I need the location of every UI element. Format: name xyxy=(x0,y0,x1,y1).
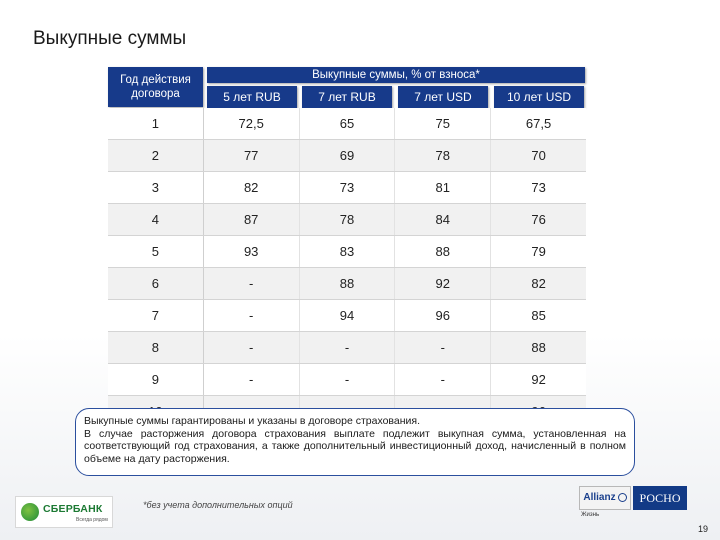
table-cell: - xyxy=(395,364,491,396)
column-header-10y-usd: 10 лет USD xyxy=(494,86,584,108)
year-column-header: Год действия договора xyxy=(108,67,203,107)
surrender-values-group-header: Выкупные суммы, % от взноса* xyxy=(207,67,585,83)
table-cell: - xyxy=(203,332,299,364)
table-cell: - xyxy=(203,300,299,332)
year-cell: 4 xyxy=(108,204,203,236)
table-cell: 79 xyxy=(491,236,586,268)
allianz-logo xyxy=(579,486,631,510)
column-header-7y-usd: 7 лет USD xyxy=(398,86,488,108)
table-cell: 73 xyxy=(491,172,586,204)
table-cell: 92 xyxy=(491,364,586,396)
year-cell: 5 xyxy=(108,236,203,268)
table-cell: 87 xyxy=(203,204,299,236)
column-header-5y-rub: 5 лет RUB xyxy=(207,86,297,108)
note-line-guaranteed: Выкупные суммы гарантированы и указаны в договоре страхования. xyxy=(84,415,420,427)
table-cell: 88 xyxy=(395,236,491,268)
table-cell: 96 xyxy=(395,300,491,332)
table-cell: - xyxy=(203,268,299,300)
table-cell: 82 xyxy=(491,268,586,300)
table-row xyxy=(108,332,586,364)
sberbank-slogan: Всегда рядом xyxy=(76,517,108,523)
table-cell: 92 xyxy=(395,268,491,300)
table-cell: 78 xyxy=(395,140,491,172)
table-cell: 88 xyxy=(299,268,395,300)
table-cell: 93 xyxy=(203,236,299,268)
table-cell: 94 xyxy=(299,300,395,332)
table-row xyxy=(108,236,586,268)
table-cell: 78 xyxy=(299,204,395,236)
table-row xyxy=(108,108,586,140)
table-cell: 72,5 xyxy=(203,108,299,140)
footnote: *без учета дополнительных опций xyxy=(143,500,293,510)
year-cell: 1 xyxy=(108,108,203,140)
year-cell: 6 xyxy=(108,268,203,300)
table-row xyxy=(108,204,586,236)
table-cell: 70 xyxy=(491,140,586,172)
year-cell: 2 xyxy=(108,140,203,172)
table-cell: - xyxy=(299,364,395,396)
year-cell: 9 xyxy=(108,364,203,396)
table-cell: 81 xyxy=(395,172,491,204)
table-cell: 65 xyxy=(299,108,395,140)
table-cell: 84 xyxy=(395,204,491,236)
surrender-values-table xyxy=(108,108,586,428)
table-cell: 73 xyxy=(299,172,395,204)
year-cell: 3 xyxy=(108,172,203,204)
sberbank-mark-icon xyxy=(21,503,39,521)
page-number: 19 xyxy=(698,524,709,534)
table-row xyxy=(108,300,586,332)
table-cell: 77 xyxy=(203,140,299,172)
table-cell: - xyxy=(203,364,299,396)
table-cell: 75 xyxy=(395,108,491,140)
year-cell: 7 xyxy=(108,300,203,332)
table-row xyxy=(108,172,586,204)
table-cell: 82 xyxy=(203,172,299,204)
table-row xyxy=(108,140,586,172)
table-row xyxy=(108,364,586,396)
allianz-rosno-logo xyxy=(579,486,687,518)
note-line-termination: В случае расторжения договора страхования выплате подлежит выкупная сумма, установленная на соответствующий год страхования, а также дополнительный инвестиционный доход, начисленный в полном объеме на дату расторжения. xyxy=(84,427,626,465)
table-row xyxy=(108,268,586,300)
table-cell: - xyxy=(299,332,395,364)
sberbank-name: СБЕРБАНК xyxy=(43,503,103,515)
allianz-eagle-icon xyxy=(618,493,627,502)
guarantee-note-box xyxy=(75,408,635,476)
page-title: Выкупные суммы xyxy=(33,28,187,49)
table-cell: 83 xyxy=(299,236,395,268)
rosno-name: РОСНО xyxy=(633,486,687,510)
year-cell: 8 xyxy=(108,332,203,364)
allianz-name: Allianz xyxy=(583,492,616,503)
table-cell: 69 xyxy=(299,140,395,172)
table-cell: 85 xyxy=(491,300,586,332)
zhizn-label: Жизнь xyxy=(581,512,600,518)
sberbank-logo xyxy=(15,496,113,528)
table-cell: 88 xyxy=(491,332,586,364)
table-cell: 76 xyxy=(491,204,586,236)
table-cell: 67,5 xyxy=(491,108,586,140)
table-cell: - xyxy=(395,332,491,364)
column-header-7y-rub: 7 лет RUB xyxy=(302,86,392,108)
